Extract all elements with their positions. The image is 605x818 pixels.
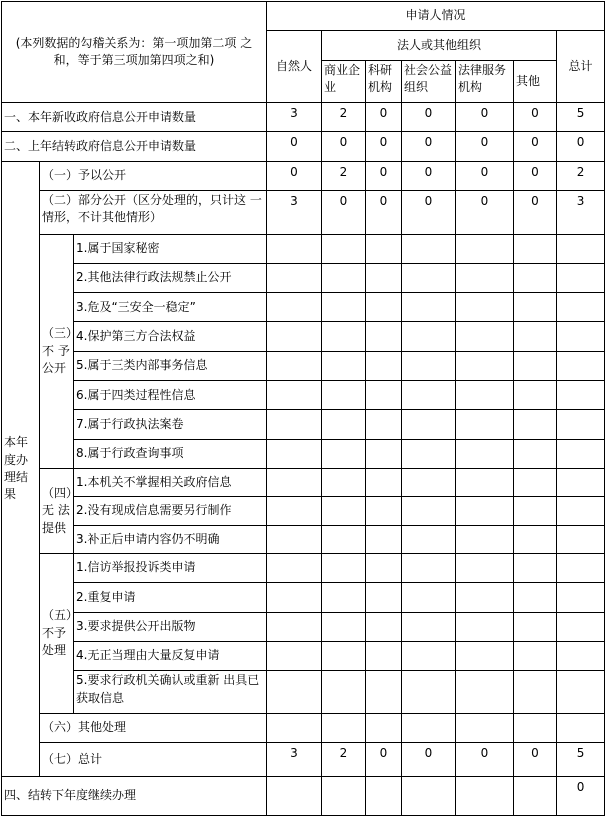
- header-other: 其他: [514, 60, 557, 102]
- table-row: [2, 263, 605, 292]
- table-row: [2, 103, 605, 132]
- sub-label-not-processed: （五）不予处理: [40, 553, 74, 713]
- row-label: （一）予以公开: [40, 161, 267, 190]
- cell-value: 5: [557, 103, 605, 132]
- cell-value: 5: [557, 742, 605, 776]
- header-total: 总计: [557, 31, 605, 103]
- cell-value: 0: [366, 742, 402, 776]
- header-research: 科研机构: [366, 60, 402, 102]
- cell-value: 0: [456, 132, 514, 161]
- table-row: [2, 351, 605, 380]
- cell-value: 3: [557, 191, 605, 234]
- header-social: 社会公益组织: [402, 60, 456, 102]
- cell-value: 2: [322, 161, 366, 190]
- cell-value: 0: [366, 103, 402, 132]
- cell-value: 0: [267, 161, 322, 190]
- cell-value: 0: [366, 161, 402, 190]
- cell-value: 0: [514, 103, 557, 132]
- row-label: 2.没有现成信息需要另行制作: [74, 497, 267, 525]
- cell-value: 0: [267, 132, 322, 161]
- row-label: （六）其他处理: [40, 713, 267, 742]
- cell-value: 2: [322, 742, 366, 776]
- row-label: 8.属于行政查询事项: [74, 439, 267, 468]
- cell-value: 3: [267, 742, 322, 776]
- header-legal-group: 法人或其他组织: [322, 31, 557, 60]
- disclosure-table: [1, 1, 605, 816]
- row-label: 二、上年结转政府信息公开申请数量: [2, 132, 267, 161]
- row-label: 四、结转下年度继续办理: [2, 777, 267, 816]
- row-label: 5.要求行政机关确认或重新 出具已获取信息: [74, 671, 267, 713]
- header-legal-service: 法律服务机构: [456, 60, 514, 102]
- cell-value: 0: [402, 161, 456, 190]
- table-row: [2, 322, 605, 351]
- cell-value: 0: [514, 742, 557, 776]
- cell-value: 0: [514, 132, 557, 161]
- cell-value: 0: [514, 191, 557, 234]
- row-label: 5.属于三类内部事务信息: [74, 351, 267, 380]
- table-row: [2, 497, 605, 525]
- table-row: [2, 525, 605, 553]
- cell-value: 0: [514, 161, 557, 190]
- cell-value: 2: [557, 161, 605, 190]
- table-row: [2, 742, 605, 776]
- row-label: 1.信访举报投诉类申请: [74, 553, 267, 582]
- row-label: 1.属于国家秘密: [74, 234, 267, 263]
- cell-value: 0: [402, 742, 456, 776]
- row-label: 2.其他法律行政法规禁止公开: [74, 263, 267, 292]
- table-row: [2, 439, 605, 468]
- header-natural-person: 自然人: [267, 31, 322, 103]
- row-label: 3.补正后申请内容仍不明确: [74, 525, 267, 553]
- cell-value: 0: [322, 132, 366, 161]
- cell-value: 0: [402, 132, 456, 161]
- cell-value: 0: [557, 777, 605, 816]
- table-row: [2, 777, 605, 816]
- table-row: [2, 553, 605, 582]
- cell-value: 0: [456, 161, 514, 190]
- header-applicant-info: 申请人情况: [267, 2, 605, 31]
- row-label: 3.要求提供公开出版物: [74, 612, 267, 641]
- cell-value: 0: [456, 191, 514, 234]
- table-row: [2, 234, 605, 263]
- table-row: [2, 381, 605, 410]
- group-label-results: 本年度办理结果: [2, 161, 40, 777]
- row-label: 3.危及“三安全一稳定”: [74, 293, 267, 322]
- cell-value: 0: [402, 103, 456, 132]
- table-row: [2, 191, 605, 234]
- row-label: 1.本机关不掌握相关政府信息: [74, 469, 267, 497]
- cell-value: 0: [456, 742, 514, 776]
- cell-value: 0: [557, 132, 605, 161]
- cell-value: 3: [267, 103, 322, 132]
- table-row: [2, 641, 605, 670]
- row-label: 7.属于行政执法案卷: [74, 410, 267, 439]
- sub-label-unable-to-provide: （四）无 法提供: [40, 469, 74, 554]
- table-row: [2, 161, 605, 190]
- table-row: [2, 583, 605, 612]
- table-row: [2, 293, 605, 322]
- table-row: [2, 671, 605, 713]
- header-commercial: 商业企业: [322, 60, 366, 102]
- row-label: （二）部分公开（区分处理的，只计这 一情形，不计其他情形）: [40, 191, 267, 234]
- cell-value: 0: [456, 103, 514, 132]
- table-row: [2, 713, 605, 742]
- table-row: [2, 410, 605, 439]
- cell-value: 0: [366, 132, 402, 161]
- table-row: [2, 469, 605, 497]
- header-note: (本列数据的勾稽关系为：第一项加第二项 之和，等于第三项加第四项之和): [2, 2, 267, 103]
- cell-value: 2: [322, 103, 366, 132]
- sub-label-not-disclosed: （三）不 予公开: [40, 234, 74, 469]
- table-row: [2, 612, 605, 641]
- cell-value: 3: [267, 191, 322, 234]
- row-label: 4.无正当理由大量反复申请: [74, 641, 267, 670]
- row-label: 一、本年新收政府信息公开申请数量: [2, 103, 267, 132]
- cell-value: 0: [402, 191, 456, 234]
- cell-value: 0: [366, 191, 402, 234]
- cell-value: 0: [322, 191, 366, 234]
- table-row: [2, 132, 605, 161]
- row-label: 4.保护第三方合法权益: [74, 322, 267, 351]
- row-label: （七）总计: [40, 742, 267, 776]
- row-label: 2.重复申请: [74, 583, 267, 612]
- row-label: 6.属于四类过程性信息: [74, 381, 267, 410]
